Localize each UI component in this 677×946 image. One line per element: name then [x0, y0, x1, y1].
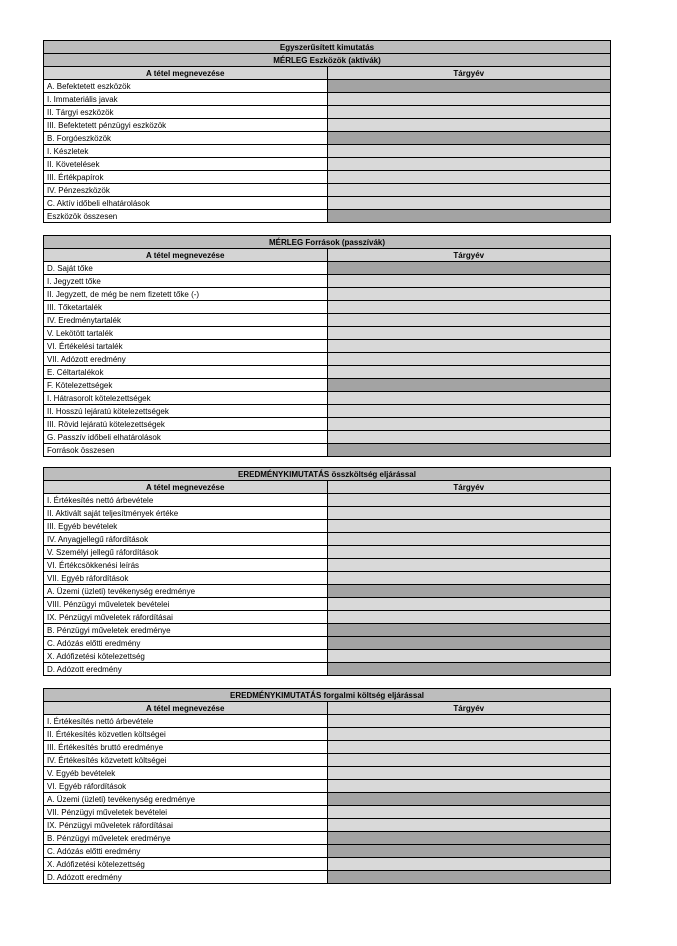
table-row	[44, 637, 611, 650]
table-title-row	[44, 41, 611, 54]
row-label: II. Hosszú lejáratú kötelezettségek	[44, 405, 328, 418]
row-label: D. Adózott eredmény	[44, 871, 328, 884]
table-row	[44, 520, 611, 533]
row-label: III. Egyéb bevételek	[44, 520, 328, 533]
row-label: V. Lekötött tartalék	[44, 327, 328, 340]
table-row	[44, 559, 611, 572]
table-row	[44, 546, 611, 559]
row-value-cell[interactable]	[327, 405, 611, 418]
column-header-value: Tárgyév	[327, 249, 611, 262]
row-label: III. Rövid lejáratú kötelezettségek	[44, 418, 328, 431]
row-label: C. Adózás előtti eredmény	[44, 845, 328, 858]
table-title: MÉRLEG Források (passzívák)	[44, 236, 611, 249]
row-label: D. Saját tőke	[44, 262, 328, 275]
table-row	[44, 379, 611, 392]
column-header-value: Tárgyév	[327, 67, 611, 80]
table-title-row	[44, 54, 611, 67]
row-value-cell[interactable]	[327, 184, 611, 197]
table-row	[44, 392, 611, 405]
column-header-value: Tárgyév	[327, 702, 611, 715]
row-label: VII. Adózott eredmény	[44, 353, 328, 366]
row-label: II. Jegyzett, de még be nem fizetett tőke (-)	[44, 288, 328, 301]
table-row	[44, 533, 611, 546]
row-value-cell[interactable]	[327, 158, 611, 171]
table-row	[44, 728, 611, 741]
table-row	[44, 572, 611, 585]
table-row	[44, 301, 611, 314]
row-value-cell[interactable]	[327, 741, 611, 754]
table-row	[44, 106, 611, 119]
table-row	[44, 171, 611, 184]
table-row	[44, 832, 611, 845]
row-label: I. Jegyzett tőke	[44, 275, 328, 288]
row-label: II. Értékesítés közvetlen költségei	[44, 728, 328, 741]
row-label: IX. Pénzügyi műveletek ráfordításai	[44, 611, 328, 624]
row-value-cell[interactable]	[327, 340, 611, 353]
row-value-cell[interactable]	[327, 507, 611, 520]
row-value-cell[interactable]	[327, 314, 611, 327]
row-value-cell[interactable]	[327, 624, 611, 637]
row-value-cell[interactable]	[327, 262, 611, 275]
column-header-name: A tétel megnevezése	[44, 249, 328, 262]
row-value-cell[interactable]	[327, 793, 611, 806]
row-value-cell[interactable]	[327, 444, 611, 457]
row-value-cell[interactable]	[327, 80, 611, 93]
row-label: B. Forgóeszközök	[44, 132, 328, 145]
table-row	[44, 715, 611, 728]
table-row	[44, 845, 611, 858]
table-row	[44, 431, 611, 444]
row-value-cell[interactable]	[327, 132, 611, 145]
row-label: C. Adózás előtti eredmény	[44, 637, 328, 650]
table-row	[44, 158, 611, 171]
row-label: IX. Pénzügyi műveletek ráfordításai	[44, 819, 328, 832]
row-label: IV. Értékesítés közvetett költségei	[44, 754, 328, 767]
row-value-cell[interactable]	[327, 819, 611, 832]
row-label: VI. Egyéb ráfordítások	[44, 780, 328, 793]
table-header-row	[44, 67, 611, 80]
table-row	[44, 754, 611, 767]
row-label: IV. Anyagjellegű ráfordítások	[44, 533, 328, 546]
row-label: V. Személyi jellegű ráfordítások	[44, 546, 328, 559]
table-header-row	[44, 249, 611, 262]
table-row	[44, 184, 611, 197]
table-row	[44, 288, 611, 301]
table-row	[44, 262, 611, 275]
table-row	[44, 624, 611, 637]
row-label: VIII. Pénzügyi műveletek bevételei	[44, 598, 328, 611]
row-value-cell[interactable]	[327, 353, 611, 366]
row-label: A. Üzemi (üzleti) tevékenység eredménye	[44, 585, 328, 598]
row-label: A. Befektetett eszközök	[44, 80, 328, 93]
table-row	[44, 197, 611, 210]
table-title-row	[44, 468, 611, 481]
row-value-cell[interactable]	[327, 431, 611, 444]
row-value-cell[interactable]	[327, 806, 611, 819]
row-label: B. Pénzügyi műveletek eredménye	[44, 624, 328, 637]
row-value-cell[interactable]	[327, 611, 611, 624]
row-label: G. Passzív időbeli elhatárolások	[44, 431, 328, 444]
row-value-cell[interactable]	[327, 145, 611, 158]
row-label: X. Adófizetési kötelezettség	[44, 858, 328, 871]
table-row	[44, 806, 611, 819]
table-row	[44, 340, 611, 353]
row-label: VII. Pénzügyi műveletek bevételei	[44, 806, 328, 819]
table-row	[44, 405, 611, 418]
table-row	[44, 366, 611, 379]
row-label: B. Pénzügyi műveletek eredménye	[44, 832, 328, 845]
row-value-cell[interactable]	[327, 663, 611, 676]
row-label: III. Tőketartalék	[44, 301, 328, 314]
table-title: EREDMÉNYKIMUTATÁS forgalmi költség eljárással	[44, 689, 611, 702]
table-row	[44, 585, 611, 598]
row-value-cell[interactable]	[327, 780, 611, 793]
row-value-cell[interactable]	[327, 546, 611, 559]
table-title: EREDMÉNYKIMUTATÁS összköltség eljárással	[44, 468, 611, 481]
row-label: III. Értékesítés bruttó eredménye	[44, 741, 328, 754]
table-row	[44, 444, 611, 457]
row-label: IV. Pénzeszközök	[44, 184, 328, 197]
table-row	[44, 507, 611, 520]
row-value-cell[interactable]	[327, 585, 611, 598]
row-label: I. Készletek	[44, 145, 328, 158]
table-row	[44, 353, 611, 366]
balance-liabilities-table	[43, 235, 611, 457]
row-label: IV. Eredménytartalék	[44, 314, 328, 327]
row-value-cell[interactable]	[327, 520, 611, 533]
row-value-cell[interactable]	[327, 418, 611, 431]
table-row	[44, 418, 611, 431]
table-row	[44, 767, 611, 780]
row-value-cell[interactable]	[327, 106, 611, 119]
income-statement-total-cost-table	[43, 467, 611, 676]
row-label: E. Céltartalékok	[44, 366, 328, 379]
column-header-name: A tétel megnevezése	[44, 702, 328, 715]
table-header-row	[44, 481, 611, 494]
table-title: MÉRLEG Eszközök (aktívák)	[44, 54, 611, 67]
table-row	[44, 314, 611, 327]
row-label: III. Befektetett pénzügyi eszközök	[44, 119, 328, 132]
row-label: I. Értékesítés nettó árbevétele	[44, 715, 328, 728]
table-row	[44, 793, 611, 806]
table-row	[44, 145, 611, 158]
row-label: VII. Egyéb ráfordítások	[44, 572, 328, 585]
income-statement-sales-cost-table	[43, 688, 611, 884]
row-label: II. Aktivált saját teljesítmények értéke	[44, 507, 328, 520]
row-value-cell[interactable]	[327, 858, 611, 871]
row-value-cell[interactable]	[327, 559, 611, 572]
row-label: I. Immateriális javak	[44, 93, 328, 106]
table-row	[44, 663, 611, 676]
row-label: VI. Értékelési tartalék	[44, 340, 328, 353]
table-title-row	[44, 689, 611, 702]
row-label: A. Üzemi (üzleti) tevékenység eredménye	[44, 793, 328, 806]
row-value-cell[interactable]	[327, 301, 611, 314]
row-value-cell[interactable]	[327, 210, 611, 223]
table-row	[44, 611, 611, 624]
column-header-name: A tétel megnevezése	[44, 67, 328, 80]
table-row	[44, 598, 611, 611]
balance-assets-table	[43, 40, 611, 223]
row-value-cell[interactable]	[327, 871, 611, 884]
row-value-cell[interactable]	[327, 572, 611, 585]
row-label: F. Kötelezettségek	[44, 379, 328, 392]
row-value-cell[interactable]	[327, 171, 611, 184]
table-row	[44, 275, 611, 288]
table-row	[44, 819, 611, 832]
row-value-cell[interactable]	[327, 327, 611, 340]
row-value-cell[interactable]	[327, 93, 611, 106]
table-row	[44, 132, 611, 145]
table-title: Egyszerűsített kimutatás	[44, 41, 611, 54]
table-row	[44, 210, 611, 223]
row-value-cell[interactable]	[327, 845, 611, 858]
table-row	[44, 80, 611, 93]
table-row	[44, 119, 611, 132]
row-value-cell[interactable]	[327, 832, 611, 845]
row-label: Eszközök összesen	[44, 210, 328, 223]
table-row	[44, 327, 611, 340]
row-label: II. Tárgyi eszközök	[44, 106, 328, 119]
table-row	[44, 871, 611, 884]
row-label: III. Értékpapírok	[44, 171, 328, 184]
row-value-cell[interactable]	[327, 598, 611, 611]
row-label: I. Hátrasorolt kötelezettségek	[44, 392, 328, 405]
table-row	[44, 858, 611, 871]
row-value-cell[interactable]	[327, 754, 611, 767]
table-row	[44, 780, 611, 793]
row-value-cell[interactable]	[327, 392, 611, 405]
table-header-row	[44, 702, 611, 715]
row-value-cell[interactable]	[327, 119, 611, 132]
column-header-name: A tétel megnevezése	[44, 481, 328, 494]
row-value-cell[interactable]	[327, 379, 611, 392]
column-header-value: Tárgyév	[327, 481, 611, 494]
table-row	[44, 93, 611, 106]
row-value-cell[interactable]	[327, 288, 611, 301]
row-value-cell[interactable]	[327, 728, 611, 741]
row-value-cell[interactable]	[327, 275, 611, 288]
row-value-cell[interactable]	[327, 767, 611, 780]
row-value-cell[interactable]	[327, 494, 611, 507]
row-value-cell[interactable]	[327, 197, 611, 210]
row-value-cell[interactable]	[327, 650, 611, 663]
row-label: Források összesen	[44, 444, 328, 457]
row-value-cell[interactable]	[327, 637, 611, 650]
row-label: VI. Értékcsökkenési leírás	[44, 559, 328, 572]
row-label: D. Adózott eredmény	[44, 663, 328, 676]
row-label: II. Követelések	[44, 158, 328, 171]
table-row	[44, 494, 611, 507]
row-label: I. Értékesítés nettó árbevétele	[44, 494, 328, 507]
table-row	[44, 741, 611, 754]
row-label: X. Adófizetési kötelezettség	[44, 650, 328, 663]
row-value-cell[interactable]	[327, 366, 611, 379]
row-label: V. Egyéb bevételek	[44, 767, 328, 780]
table-row	[44, 650, 611, 663]
row-label: C. Aktív időbeli elhatárolások	[44, 197, 328, 210]
row-value-cell[interactable]	[327, 533, 611, 546]
row-value-cell[interactable]	[327, 715, 611, 728]
table-title-row	[44, 236, 611, 249]
